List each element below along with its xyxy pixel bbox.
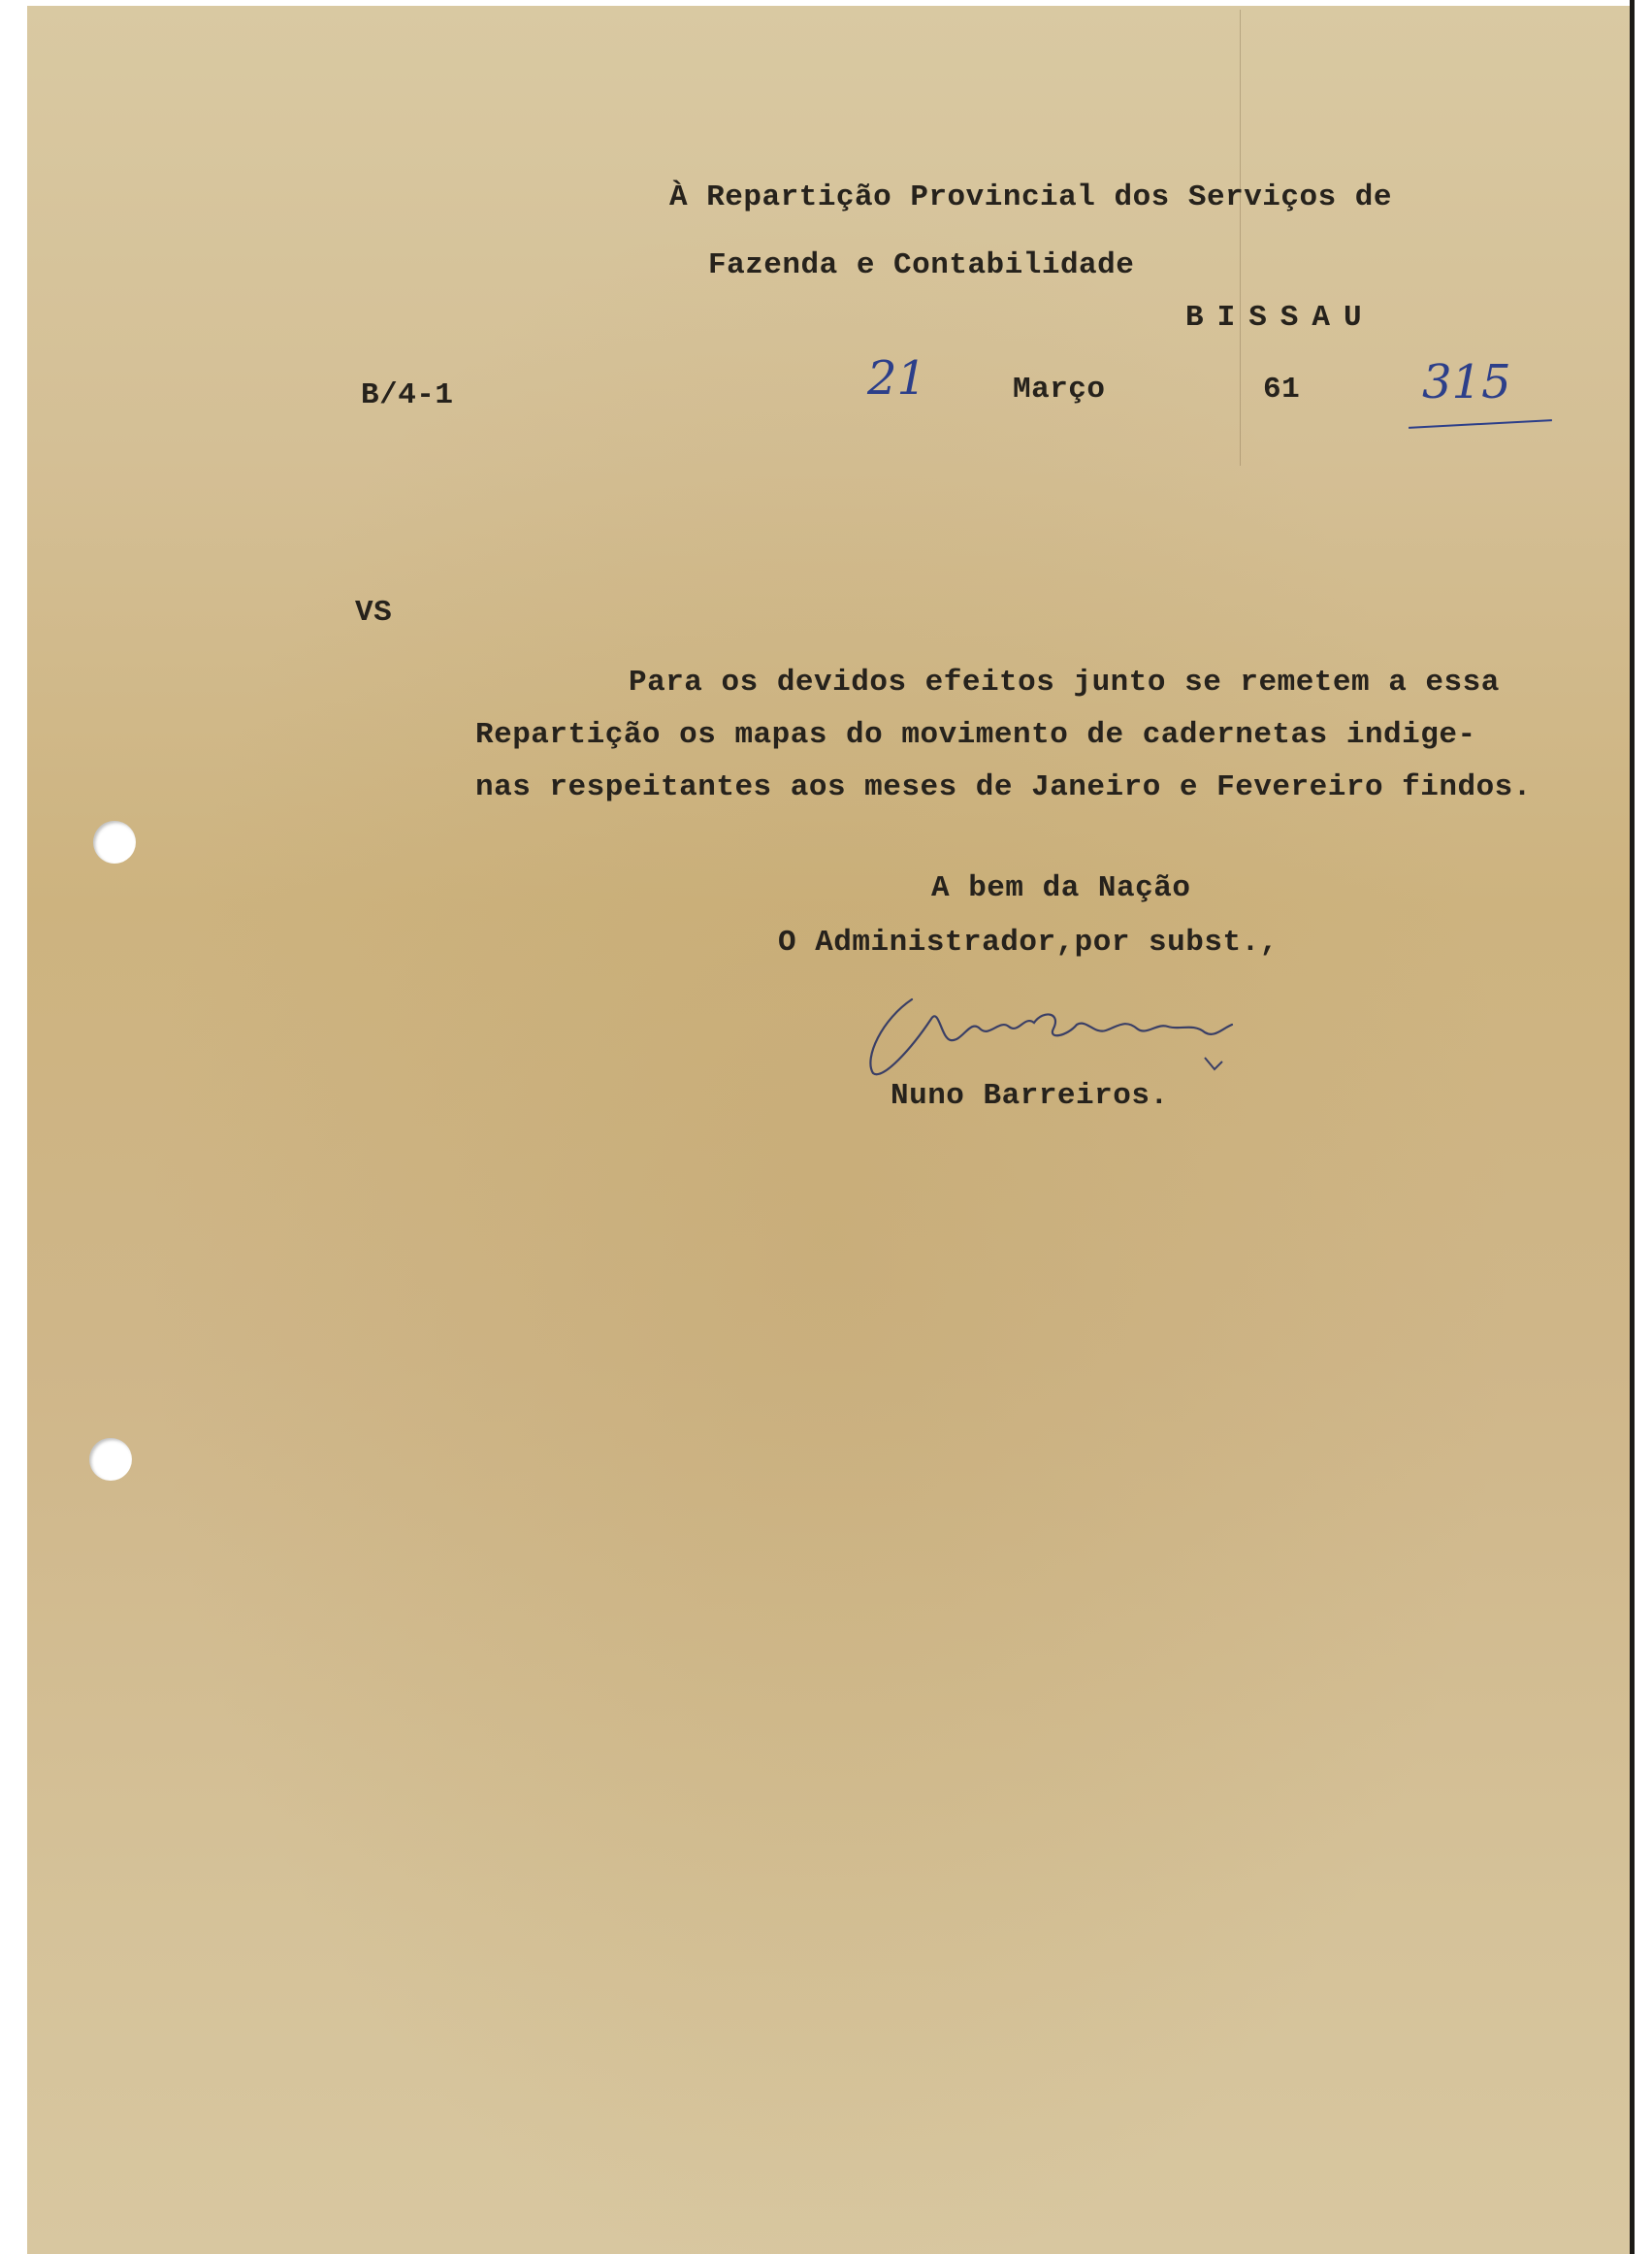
fold-line [1240, 10, 1241, 466]
city: BISSAU [1185, 301, 1376, 335]
vs-mark: VS [355, 596, 393, 630]
paper-sheet [27, 6, 1632, 2254]
signatory-name: Nuno Barreiros. [891, 1079, 1169, 1113]
reference-code: B/4-1 [361, 378, 454, 412]
punch-hole-bottom [89, 1438, 132, 1481]
signatory-title: O Administrador,por subst., [778, 926, 1279, 960]
date-day-handwritten: 21 [867, 351, 927, 406]
punch-hole-top [93, 821, 136, 864]
registration-number-handwritten: 315 [1422, 355, 1511, 409]
date-month: Março [1013, 373, 1106, 407]
body-line-3: nas respeitantes aos meses de Janeiro e Fevereiro findos. [475, 770, 1532, 804]
body-line-2: Repartição os mapas do movimento de cadernetas indige- [475, 718, 1476, 752]
closing-salutation: A bem da Nação [931, 871, 1191, 905]
addressee-line-2: Fazenda e Contabilidade [708, 248, 1135, 282]
body-line-1: Para os devidos efeitos junto se remetem a essa [629, 666, 1500, 700]
date-year: 61 [1263, 373, 1301, 407]
addressee-line-1: À Repartição Provincial dos Serviços de [669, 180, 1393, 214]
scan-edge [1630, 0, 1635, 2254]
handwritten-signature [854, 980, 1261, 1087]
